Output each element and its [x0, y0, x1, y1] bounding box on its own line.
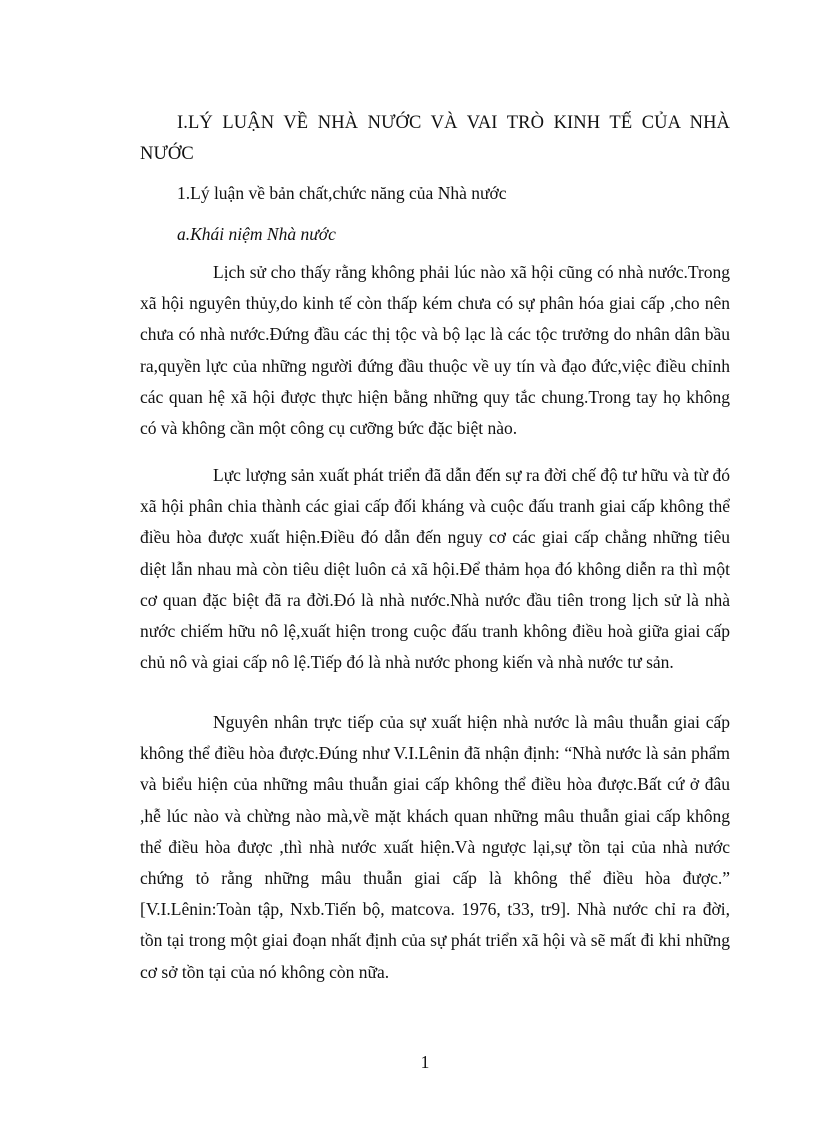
subsubsection-heading: a.Khái niệm Nhà nước — [177, 224, 336, 244]
paragraph-1: Lịch sử cho thấy rằng không phải lúc nào xã hội cũng có nhà nước.Trong xã hội nguyên thủy,do kinh tế còn thấp kém chưa có sự phân hóa giai cấp ,cho nên chưa có nhà nước.Đứng đầu các thị tộc và bộ lạc là các tộc trưởng do nhân dân bầu ra,quyền lực của những người đứng đầu thuộc về uy tín và đạo đức,việc điều chỉnh các quan hệ xã hội được thực hiện bằng những quy tắc chung.Trong tay họ không có và không cần một công cụ cưỡng bức đặc biệt nào. — [140, 262, 730, 439]
page-number: 1 — [420, 1052, 430, 1072]
paragraph-3: Nguyên nhân trực tiếp của sự xuất hiện nhà nước là mâu thuẫn giai cấp không thể điều hòa được.Đúng như V.I.Lênin đã nhận định: “Nhà nước là sản phẩm và biểu hiện của những mâu thuẫn giai cấp không thể điều hòa được.Bất cứ ở đâu ,hễ lúc nào và chừng nào mà,về mặt khách quan những mâu thuẫn giai cấp không thể điều hòa được ,thì nhà nước xuất hiện.Và ngược lại,sự tồn tại của nhà nước chứng tỏ rằng những mâu thuẫn giai cấp là không thể điều hòa được.” [V.I.Lênin:Toàn tập, Nxb.Tiến bộ, matcova. 1976, t33, tr9]. Nhà nước chỉ ra đời, tồn tại trong một giai đoạn nhất định của sự phát triển xã hội và sẽ mất đi khi những cơ sở tồn tại của nó không còn nữa. — [140, 712, 730, 982]
subsection-heading: 1.Lý luận về bản chất,chức năng của Nhà nước — [177, 183, 507, 203]
section-heading: I.LÝ LUẬN VỀ NHÀ NƯỚC VÀ VAI TRÒ KINH TẾ CỦA NHÀ NƯỚC — [140, 113, 730, 164]
paragraph-2: Lực lượng sản xuất phát triển đã dẫn đến sự ra đời chế độ tư hữu và từ đó xã hội phân chia thành các giai cấp đối kháng và cuộc đấu tranh giai cấp không thể điều hòa được xuất hiện.Điều đó dẫn đến nguy cơ các giai cấp chẳng những tiêu diệt lẫn nhau mà còn tiêu diệt luôn cả xã hội.Để thảm họa đó không diễn ra thì một cơ quan đặc biệt đã ra đời.Đó là nhà nước.Nhà nước đầu tiên trong lịch sử là nhà nước chiếm hữu nô lệ,xuất hiện trong cuộc đấu tranh không điều hoà giữa giai cấp chủ nô và giai cấp nô lệ.Tiếp đó là nhà nước phong kiến và nhà nước tư sản. — [140, 465, 730, 673]
